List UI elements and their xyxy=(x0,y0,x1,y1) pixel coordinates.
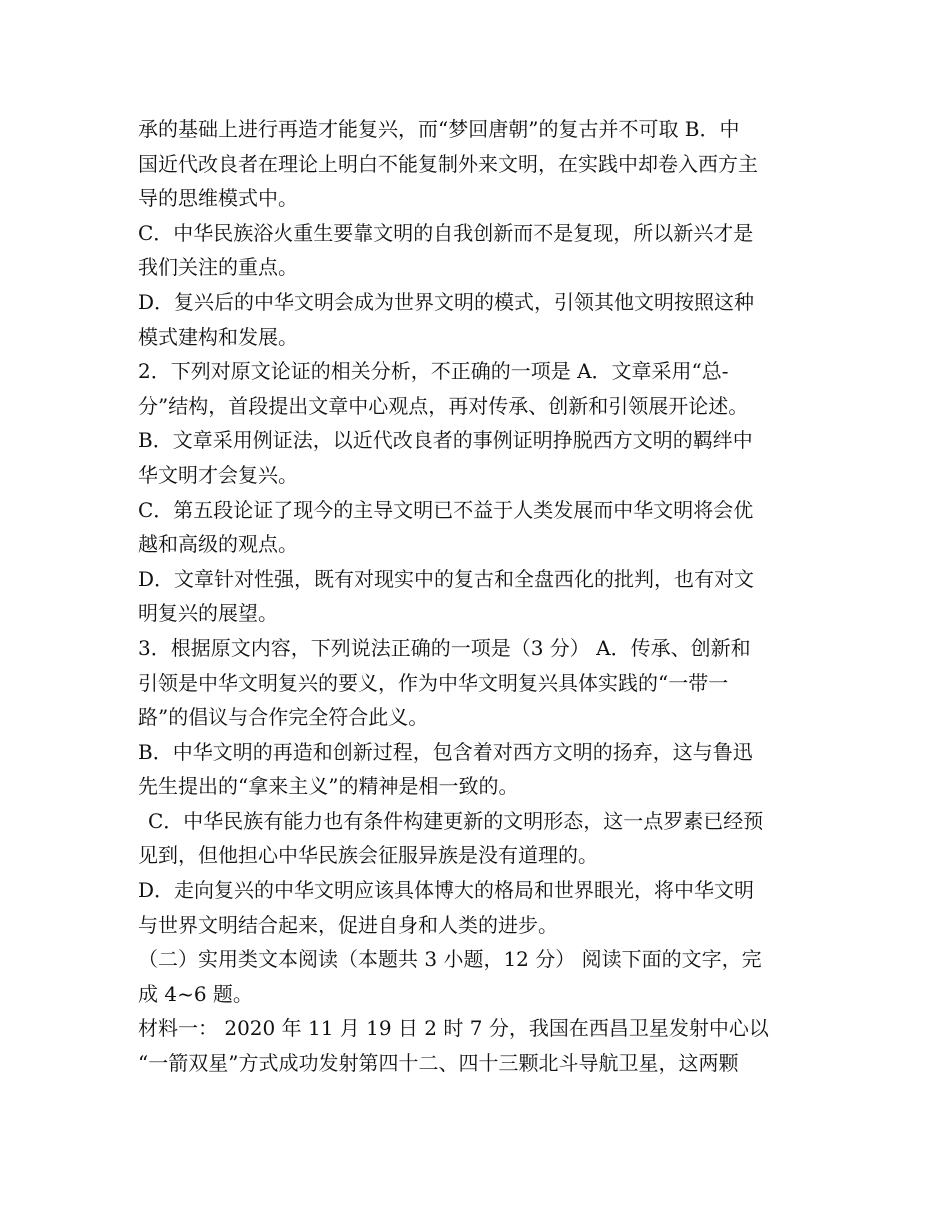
option-d-line: D．走向复兴的中华文明应该具体博大的格局和世界眼光，将中华文明 xyxy=(138,878,755,903)
section-heading-line: （二）实用类文本阅读（本题共 3 小题，12 分） 阅读下面的文字，完 xyxy=(138,947,762,972)
question-3-line: 3．根据原文内容，下列说法正确的一项是（3 分） A．传承、创新和 xyxy=(138,635,751,660)
option-b-line: B．中华文明的再造和创新过程，包含着对西方文明的扬弃，这与鲁迅 xyxy=(138,739,753,764)
text-line: 越和高级的观点。 xyxy=(138,532,298,557)
question-2-line: 2．下列对原文论证的相关分析，不正确的一项是 A．文章采用“总- xyxy=(138,359,729,384)
text-line: 模式建构和发展。 xyxy=(138,324,298,349)
text-line: 与世界文明结合起来，促进自身和人类的进步。 xyxy=(138,912,558,937)
text-line: 路”的倡议与合作完全符合此义。 xyxy=(138,705,429,730)
material-one-line: 材料一： 2020 年 11 月 19 日 2 时 7 分，我国在西昌卫星发射中心以 xyxy=(138,1016,769,1041)
text-line: 国近代改良者在理论上明白不能复制外来文明，在实践中却卷入西方主 xyxy=(138,151,758,176)
text-line: 引领是中华文明复兴的要义，作为中华文明复兴具体实践的“一带一 xyxy=(138,670,729,695)
text-line: 分”结构，首段提出文章中心观点，再对传承、创新和引领展开论述。 xyxy=(138,393,749,418)
text-line: “一箭双星”方式成功发射第四十二、四十三颗北斗导航卫星，这两颗 xyxy=(138,1051,739,1076)
text-line: 我们关注的重点。 xyxy=(138,255,298,280)
option-d-line: D．文章针对性强，既有对现实中的复古和全盘西化的批判，也有对文 xyxy=(138,566,755,591)
option-c-line: C．第五段论证了现今的主导文明已不益于人类发展而中华文明将会优 xyxy=(138,497,754,522)
option-c-line: C．中华民族有能力也有条件构建更新的文明形态，这一点罗素已经预 xyxy=(148,808,764,833)
text-line: 见到，但他担心中华民族会征服异族是没有道理的。 xyxy=(138,843,598,868)
text-line: 明复兴的展望。 xyxy=(138,601,278,626)
option-d-line: D．复兴后的中华文明会成为世界文明的模式，引领其他文明按照这种 xyxy=(138,289,755,314)
text-line: 先生提出的“拿来主义”的精神是相一致的。 xyxy=(138,774,519,799)
option-c-line: C．中华民族浴火重生要靠文明的自我创新而不是复现，所以新兴才是 xyxy=(138,220,754,245)
text-line: 华文明才会复兴。 xyxy=(138,462,298,487)
text-line: 导的思维模式中。 xyxy=(138,186,298,211)
text-line: 承的基础上进行再造才能复兴，而“梦回唐朝”的复古并不可取 B．中 xyxy=(138,117,740,141)
document-body xyxy=(138,112,818,1081)
text-line: 成 4~6 题。 xyxy=(138,981,253,1006)
option-b-line: B．文章采用例证法，以近代改良者的事例证明挣脱西方文明的羁绊中 xyxy=(138,428,753,453)
